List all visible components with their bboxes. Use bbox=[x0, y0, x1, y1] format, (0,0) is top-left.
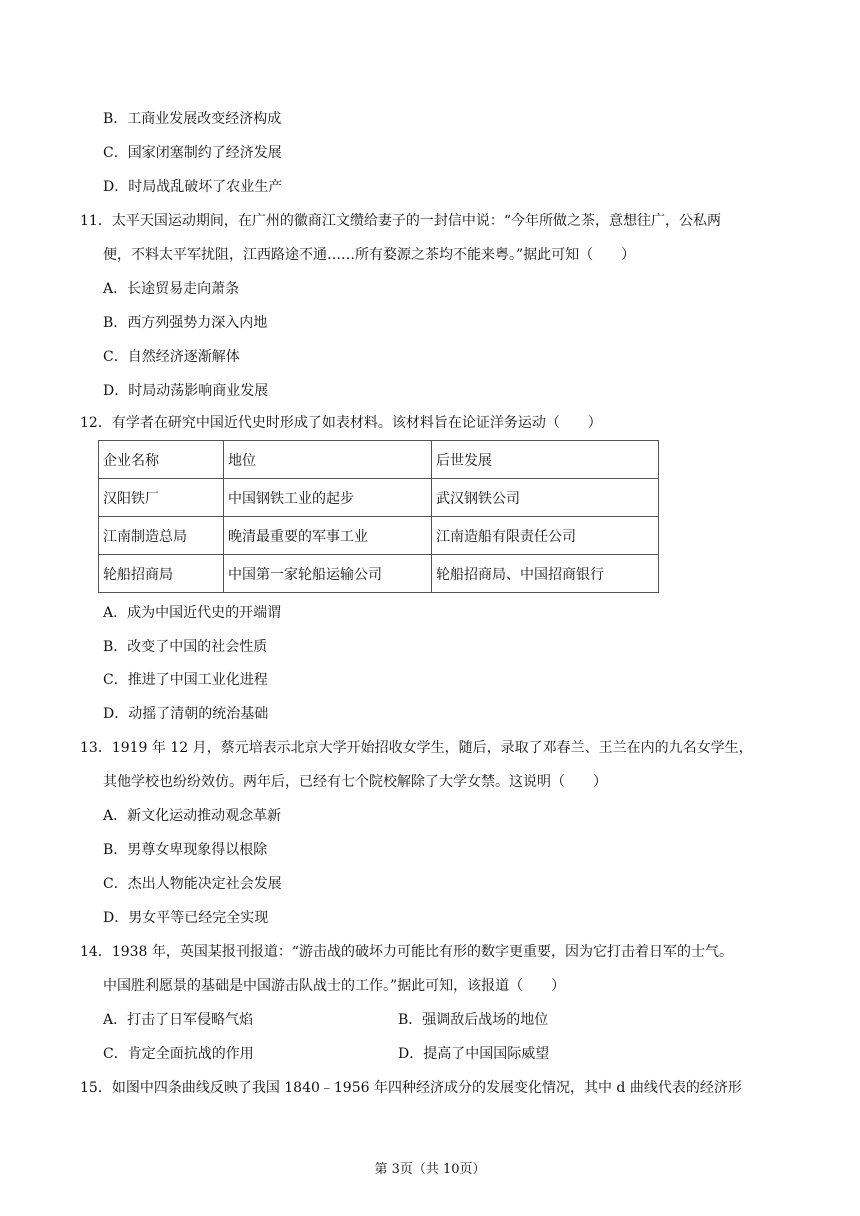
q11-option-c: C．自然经济逐渐解体 bbox=[103, 349, 240, 365]
table-header-row bbox=[99, 441, 659, 479]
q12-option-a: A．成为中国近代史的开端谓 bbox=[103, 605, 282, 621]
table-cell: 轮船招商局、中国招商银行 bbox=[432, 555, 659, 593]
q12-option-d: D．动摇了清朝的统治基础 bbox=[103, 706, 269, 722]
q12-stem: 12．有学者在研究中国近代史时形成了如表材料。该材料旨在论证洋务运动（ ） bbox=[80, 415, 602, 431]
table-cell: 江南制造总局 bbox=[99, 517, 224, 555]
q11-option-d: D．时局动荡影响商业发展 bbox=[103, 383, 269, 399]
q11-stem-line2: 便，不料太平军扰阻，江西路途不通……所有婺源之茶均不能来粤。”据此可知（ ） bbox=[103, 247, 636, 263]
table-row bbox=[99, 517, 659, 555]
q12-option-b: B．改变了中国的社会性质 bbox=[103, 639, 268, 655]
table-cell: 轮船招商局 bbox=[99, 555, 224, 593]
q10-option-c: C．国家闭塞制约了经济发展 bbox=[103, 145, 282, 161]
q11-stem-line1: 11．太平天国运动期间，在广州的徽商江文缵给妻子的一封信中说：“今年所做之茶，意想往广，公私两 bbox=[80, 213, 721, 229]
q13-option-c: C．杰出人物能决定社会发展 bbox=[103, 876, 282, 892]
table-cell: 汉阳铁厂 bbox=[99, 479, 224, 517]
page-footer: 第 3页（共 10页） bbox=[374, 1162, 486, 1177]
q14-option-c: C．肯定全面抗战的作用 bbox=[103, 1046, 254, 1062]
q13-option-a: A．新文化运动推动观念革新 bbox=[103, 808, 282, 824]
table-row bbox=[99, 479, 659, 517]
table-header-cell: 地位 bbox=[224, 441, 432, 479]
q12-table bbox=[98, 440, 659, 593]
q13-option-d: D．男女平等已经完全实现 bbox=[103, 910, 269, 926]
table-header-cell: 企业名称 bbox=[99, 441, 224, 479]
table-cell: 武汉钢铁公司 bbox=[432, 479, 659, 517]
table-cell: 中国钢铁工业的起步 bbox=[224, 479, 432, 517]
table-cell: 晚清最重要的军事工业 bbox=[224, 517, 432, 555]
q13-stem-line1: 13．1919 年 12 月，蔡元培表示北京大学开始招收女学生，随后，录取了邓春兰、王兰在内的九名女学生， bbox=[80, 740, 753, 756]
q14-option-b: B．强调敌后战场的地位 bbox=[398, 1012, 549, 1028]
q14-stem-line2: 中国胜利愿景的基础是中国游击队战士的工作。”据此可知，该报道（ ） bbox=[103, 978, 566, 994]
q14-option-d: D．提高了中国国际威望 bbox=[398, 1046, 550, 1062]
q12-option-c: C．推进了中国工业化进程 bbox=[103, 672, 268, 688]
table-cell: 江南造船有限责任公司 bbox=[432, 517, 659, 555]
q14-option-a: A．打击了日军侵略气焰 bbox=[103, 1012, 254, 1028]
q15-stem-line1: 15．如图中四条曲线反映了我国 1840﹣1956 年四种经济成分的发展变化情况，其中 d 曲线代表的经济形 bbox=[80, 1080, 742, 1096]
q10-option-b: B．工商业发展改变经济构成 bbox=[103, 111, 282, 127]
q11-option-b: B．西方列强势力深入内地 bbox=[103, 315, 268, 331]
q10-option-d: D．时局战乱破坏了农业生产 bbox=[103, 179, 283, 195]
q13-option-b: B．男尊女卑现象得以根除 bbox=[103, 842, 268, 858]
q11-option-a: A．长途贸易走向萧条 bbox=[103, 281, 240, 297]
q14-stem-line1: 14．1938 年，英国某报刊报道：“游击战的破坏力可能比有形的数字更重要，因为它打击着日军的士气。 bbox=[80, 944, 734, 960]
table-header-cell: 后世发展 bbox=[432, 441, 659, 479]
table-cell: 中国第一家轮船运输公司 bbox=[224, 555, 432, 593]
q13-stem-line2: 其他学校也纷纷效仿。两年后，已经有七个院校解除了大学女禁。这说明（ ） bbox=[103, 774, 607, 790]
table-row bbox=[99, 555, 659, 593]
